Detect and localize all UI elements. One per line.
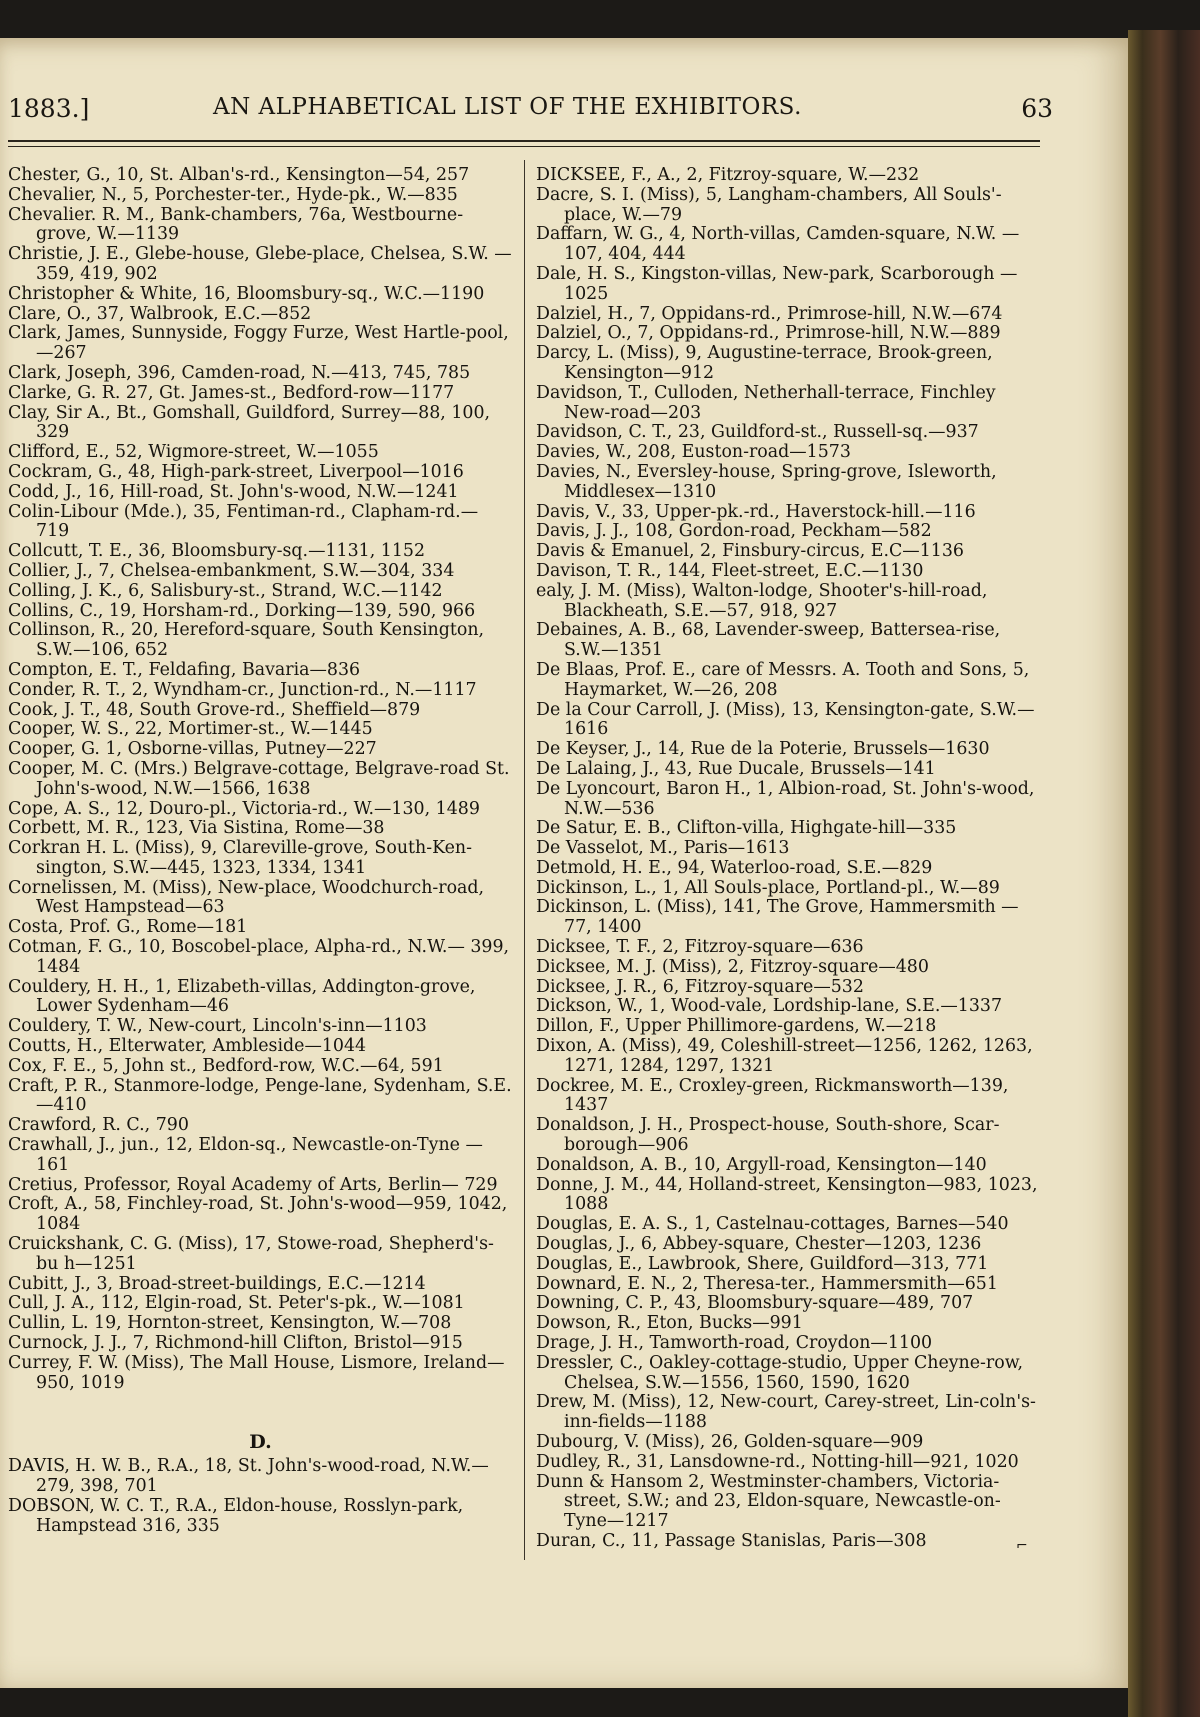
exhibitor-entry: Cull, J. A., 112, Elgin-road, St. Peter's-pk., W.—1081 (8, 1293, 465, 1314)
exhibitor-entry: Collcutt, T. E., 36, Bloomsbury-sq.—1131, 1152 (8, 541, 426, 562)
exhibitor-entry: Collins, C., 19, Horsham-rd., Dorking—139, 590, 966 (8, 600, 476, 621)
exhibitor-entry: De Lalaing, J., 43, Rue Ducale, Brussels—141 (536, 758, 936, 779)
exhibitor-entry: Dalziel, O., 7, Oppidans-rd., Primrose-hill, N.W.—889 (536, 323, 1001, 344)
exhibitor-entry: Cornelissen, M. (Miss), New-place, Woodchurch-road, West Hampstead—63 (8, 877, 485, 918)
exhibitor-entry: Dressler, C., Oakley-cottage-studio, Upper Cheyne-row, Chelsea, S.W.—1556, 1560, 1590, 1620 (536, 1352, 1024, 1393)
exhibitor-entry: Debaines, A. B., 68, Lavender-sweep, Battersea-rise, S.W.—1351 (536, 620, 1001, 661)
exhibitor-entry: Corbett, M. R., 123, Via Sistina, Rome—38 (8, 818, 385, 839)
header-year: 1883.] (8, 94, 90, 123)
right-column (536, 166, 1041, 1552)
exhibitor-entry: Couldery, T. W., New-court, Lincoln's-inn—1103 (8, 1016, 427, 1037)
exhibitor-entry: Donaldson, J. H., Prospect-house, South-shore, Scar-borough—906 (536, 1115, 1000, 1156)
page-title: AN ALPHABETICAL LIST OF THE EXHIBITORS. (213, 94, 802, 120)
exhibitor-entry: Colin-Libour (Mde.), 35, Fentiman-rd., Clapham-rd.— 719 (8, 501, 479, 542)
exhibitor-entry: Clare, O., 37, Walbrook, E.C.—852 (8, 303, 312, 324)
exhibitor-entry: Cox, F. E., 5, John st., Bedford-row, W.C.—64, 591 (8, 1055, 444, 1076)
exhibitor-entry: De Blaas, Prof. E., care of Messrs. A. Tooth and Sons, 5, Haymarket, W.—26, 208 (536, 659, 1030, 700)
exhibitor-entry: De Lyoncourt, Baron H., 1, Albion-road, St. John's-wood, N.W.—536 (536, 778, 1035, 819)
academician-entry: DOBSON, W. C. T., R.A., Eldon-house, Rosslyn-park, Hampstead 316, 335 (8, 1495, 464, 1536)
exhibitor-entry: Craft, P. R., Stanmore-lodge, Penge-lane, Sydenham, S.E.—410 (8, 1075, 512, 1116)
exhibitor-entry: Clay, Sir A., Bt., Gomshall, Guildford, Surrey—88, 100, 329 (8, 402, 491, 443)
exhibitor-entry: Compton, E. T., Feldafing, Bavaria—836 (8, 659, 361, 680)
exhibitor-entry: Dacre, S. I. (Miss), 5, Langham-chambers, All Souls'-place, W.—79 (536, 184, 1002, 225)
header-rule-thick (8, 140, 1040, 142)
section-heading-d: D. (249, 1431, 272, 1454)
exhibitor-entry: Currey, F. W. (Miss), The Mall House, Lismore, Ireland—950, 1019 (8, 1352, 505, 1393)
academician-entry: DAVIS, H. W. B., R.A., 18, St. John's-wood-road, N.W.—279, 398, 701 (8, 1456, 489, 1496)
exhibitor-entry: Davies, N., Eversley-house, Spring-grove, Isleworth, Middlesex—1310 (536, 461, 997, 502)
exhibitor-entry: Chevalier. R. M., Bank-chambers, 76a, Westbourne-grove, W.—1139 (8, 204, 464, 245)
exhibitor-entry: Dicksee, T. F., 2, Fitzroy-square—636 (536, 937, 864, 958)
exhibitor-entry: ealy, J. M. (Miss), Walton-lodge, Shooter's-hill-road, Blackheath, S.E.—57, 918, 927 (536, 580, 988, 621)
page-number: 63 (1021, 94, 1053, 123)
exhibitor-entry: Corkran H. L. (Miss), 9, Clareville-grove, South-Ken-sington, S.W.—445, 1323, 1334, 1341 (8, 838, 472, 878)
exhibitor-entry: Cretius, Professor, Royal Academy of Arts, Berlin— 729 (8, 1174, 498, 1195)
exhibitor-entry: De Keyser, J., 14, Rue de la Poterie, Brussels—1630 (536, 739, 990, 760)
exhibitor-entry: Dickinson, L. (Miss), 141, The Grove, Hammersmith —77, 1400 (536, 897, 1019, 938)
exhibitor-entry: Clark, James, Sunnyside, Foggy Furze, West Hartle-pool,—267 (8, 323, 509, 364)
exhibitor-entry: Cotman, F. G., 10, Boscobel-place, Alpha-rd., N.W.— 399, 1484 (8, 937, 510, 977)
exhibitor-entry: Darcy, L. (Miss), 9, Augustine-terrace, Brook-green, Kensington—912 (536, 343, 993, 383)
exhibitor-entry: Collinson, R., 20, Hereford-square, South Kensington, S.W.—106, 652 (8, 620, 485, 661)
exhibitor-entry: Dicksee, M. J. (Miss), 2, Fitzroy-square—480 (536, 956, 929, 977)
exhibitor-entry: Coutts, H., Elterwater, Ambleside—1044 (8, 1036, 367, 1057)
exhibitor-entry: Chevalier, N., 5, Porchester-ter., Hyde-pk., W.—835 (8, 184, 458, 205)
exhibitor-entry: Cook, J. T., 48, South Grove-rd., Sheffield—879 (8, 699, 421, 720)
exhibitor-entry: De la Cour Carroll, J. (Miss), 13, Kensington-gate, S.W.—1616 (536, 699, 1035, 740)
exhibitor-entry: Crawhall, J., jun., 12, Eldon-sq., Newcastle-on-Tyne —161 (8, 1135, 483, 1175)
exhibitor-entry: Dowson, R., Eton, Bucks—991 (536, 1313, 803, 1334)
exhibitor-entry: Duran, C., 11, Passage Stanislas, Paris—308 (536, 1530, 927, 1551)
header-rule-thin (8, 146, 1040, 147)
exhibitor-entry: Cruickshank, C. G. (Miss), 17, Stowe-road, Shepherd's-bu h—1251 (8, 1234, 494, 1274)
left-column (8, 166, 513, 1536)
exhibitor-entry: Colling, J. K., 6, Salisbury-st., Strand, W.C.—1142 (8, 580, 443, 601)
exhibitor-entry: Dale, H. S., Kingston-villas, New-park, Scarborough —1025 (536, 263, 1018, 304)
exhibitor-entry: Codd, J., 16, Hill-road, St. John's-wood, N.W.—1241 (8, 481, 459, 502)
exhibitor-entry: Downard, E. N., 2, Theresa-ter., Hammersmith—651 (536, 1273, 998, 1294)
exhibitor-entry: Dalziel, H., 7, Oppidans-rd., Primrose-hill, N.W.—674 (536, 303, 1003, 324)
page-header (8, 94, 1053, 130)
exhibitor-entry: Cubitt, J., 3, Broad-street-buildings, E.C.—1214 (8, 1273, 426, 1294)
exhibitor-entry: Davis & Emanuel, 2, Finsbury-circus, E.C—1136 (536, 541, 964, 562)
exhibitor-entry: Cullin, L. 19, Hornton-street, Kensington, W.—708 (8, 1313, 452, 1334)
exhibitor-entry: De Satur, E. B., Clifton-villa, Highgate-hill—335 (536, 818, 957, 839)
exhibitor-entry: Detmold, H. E., 94, Waterloo-road, S.E.—829 (536, 857, 933, 878)
exhibitor-entry: Davies, W., 208, Euston-road—1573 (536, 442, 851, 463)
exhibitor-entry: Chester, G., 10, St. Alban's-rd., Kensington—54, 257 (8, 165, 470, 185)
exhibitor-entry: Clark, Joseph, 396, Camden-road, N.—413, 745, 785 (8, 362, 471, 383)
exhibitor-entry: Dillon, F., Upper Phillimore-gardens, W.—218 (536, 1016, 937, 1037)
exhibitor-entry: Drew, M. (Miss), 12, New-court, Carey-street, Lin-coln's-inn-fields—1188 (536, 1392, 1036, 1433)
exhibitor-entry: Cockram, G., 48, High-park-street, Liverpool—1016 (8, 461, 464, 482)
exhibitor-entry: Costa, Prof. G., Rome—181 (8, 917, 248, 938)
exhibitor-entry: Conder, R. T., 2, Wyndham-cr., Junction-rd., N.—1117 (8, 679, 477, 700)
exhibitor-entry: Douglas, J., 6, Abbey-square, Chester—1203, 1236 (536, 1234, 982, 1255)
exhibitor-entry: Dickinson, L., 1, All Souls-place, Portland-pl., W.—89 (536, 877, 1000, 898)
exhibitor-entry: Crawford, R. C., 790 (8, 1115, 189, 1136)
exhibitor-entry: Douglas, E. A. S., 1, Castelnau-cottages, Barnes—540 (536, 1214, 1009, 1235)
exhibitor-entry: Cooper, G. 1, Osborne-villas, Putney—227 (8, 739, 377, 760)
exhibitor-entry: Davidson, T., Culloden, Netherhall-terrace, Finchley New-road—203 (536, 382, 996, 423)
exhibitor-entry: Dicksee, J. R., 6, Fitzroy-square—532 (536, 976, 864, 997)
exhibitor-entry: Davis, V., 33, Upper-pk.-rd., Haverstock-hill.—116 (536, 501, 976, 522)
exhibitor-entry: Donne, J. M., 44, Holland-street, Kensington—983, 1023, 1088 (536, 1174, 1038, 1215)
exhibitor-entry: Cooper, M. C. (Mrs.) Belgrave-cottage, Belgrave-road St. John's-wood, N.W.—1566, 1638 (8, 758, 510, 799)
exhibitor-entry: Donaldson, A. B., 10, Argyll-road, Kensington—140 (536, 1154, 987, 1175)
exhibitor-entry: Dudley, R., 31, Lansdowne-rd., Notting-hill—921, 1020 (536, 1451, 1019, 1472)
exhibitor-entry: Downing, C. P., 43, Bloomsbury-square—489, 707 (536, 1293, 974, 1314)
exhibitor-entry: Croft, A., 58, Finchley-road, St. John's-wood—959, 1042, 1084 (8, 1194, 508, 1235)
exhibitor-entry: Curnock, J. J., 7, Richmond-hill Clifton, Bristol—915 (8, 1333, 463, 1354)
exhibitor-entry: Couldery, H. H., 1, Elizabeth-villas, Addington-grove, Lower Sydenham—46 (8, 976, 476, 1017)
exhibitor-entry: Drage, J. H., Tamworth-road, Croydon—1100 (536, 1333, 933, 1354)
exhibitor-entry: Christie, J. E., Glebe-house, Glebe-place, Chelsea, S.W. —359, 419, 902 (8, 244, 512, 284)
exhibitor-entry: Dixon, A. (Miss), 49, Coleshill-street—1256, 1262, 1263, 1271, 1284, 1297, 1321 (536, 1036, 1033, 1076)
exhibitor-entry: DICKSEE, F., A., 2, Fitzroy-square, W.—232 (536, 165, 920, 185)
exhibitor-entry: Christopher & White, 16, Bloomsbury-sq., W.C.—1190 (8, 283, 485, 304)
exhibitor-entry: Dubourg, V. (Miss), 26, Golden-square—909 (536, 1432, 924, 1452)
exhibitor-entry: Cooper, W. S., 22, Mortimer-st., W.—1445 (8, 719, 373, 740)
exhibitor-entry: Davis, J. J., 108, Gordon-road, Peckham—582 (536, 521, 932, 542)
column-divider (524, 160, 525, 1560)
book-spine (1128, 30, 1200, 1717)
exhibitor-entry: Dickson, W., 1, Wood-vale, Lordship-lane, S.E.—1337 (536, 996, 1003, 1017)
exhibitor-entry: Clifford, E., 52, Wigmore-street, W.—1055 (8, 442, 379, 463)
exhibitor-entry: Davidson, C. T., 23, Guildford-st., Russell-sq.—937 (536, 422, 979, 443)
exhibitor-entry: Clarke, G. R. 27, Gt. James-st., Bedford-row—1177 (8, 382, 455, 403)
exhibitor-entry: Cope, A. S., 12, Douro-pl., Victoria-rd., W.—130, 1489 (8, 798, 480, 819)
exhibitor-entry: Dunn & Hansom 2, Westminster-chambers, Victoria-street, S.W.; and 23, Eldon-square, Newcastle-on-Tyne—1217 (536, 1471, 1001, 1532)
exhibitor-entry: Douglas, E., Lawbrook, Shere, Guildford—313, 771 (536, 1253, 989, 1274)
exhibitor-entry: De Vasselot, M., Paris—1613 (536, 838, 790, 859)
exhibitor-entry: Collier, J., 7, Chelsea-embankment, S.W.—304, 334 (8, 560, 455, 581)
exhibitor-entry: Dockree, M. E., Croxley-green, Rickmansworth—139, 1437 (536, 1075, 1009, 1116)
exhibitor-entry: Davison, T. R., 144, Fleet-street, E.C.—1130 (536, 560, 924, 581)
corner-mark: ⌐ (1016, 1538, 1028, 1554)
exhibitor-entry: Daffarn, W. G., 4, North-villas, Camden-square, N.W. —107, 404, 444 (536, 224, 1020, 265)
